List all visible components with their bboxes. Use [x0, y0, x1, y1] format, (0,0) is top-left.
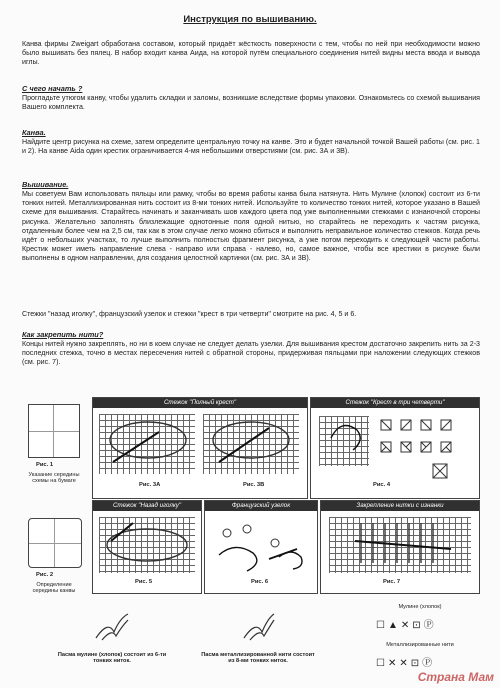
- watermark-logo: Страна Мам: [417, 670, 494, 684]
- section-heading-fixing: Как закрепить нити?: [22, 330, 104, 339]
- section-heading-canvas: Канва.: [22, 128, 46, 137]
- figure-7-label: Рис. 7: [383, 579, 401, 585]
- metal-care-label: Металлизированные нити: [386, 642, 454, 648]
- metal-skein-icon: [238, 610, 278, 644]
- panel-fixing: [320, 500, 480, 594]
- panel-full-cross: [92, 397, 308, 499]
- section-heading-embroidery: Вышивание.: [22, 180, 69, 189]
- metal-care-icons: ☐✕✕⊡Ⓟ: [376, 658, 436, 669]
- figure-2: [28, 518, 82, 568]
- panel-fixing-header: Закрепление нитки с изнанки: [321, 501, 479, 511]
- panel-back-stitch-header: Стежок "Назад иголку": [93, 501, 201, 511]
- figure-1-label: Рис. 1: [36, 462, 54, 468]
- figure-1-caption: Указание середины схемы на бумаге: [28, 472, 80, 484]
- panel-french-knot: [204, 500, 318, 594]
- panel-back-stitch: [92, 500, 202, 594]
- section-heading-start: С чего начать ?: [22, 84, 83, 93]
- figure-4-label: Рис. 4: [373, 482, 391, 488]
- figure-1: [28, 404, 80, 458]
- figure-3a-label: Рис. 3А: [139, 482, 161, 488]
- cotton-care-label: Мулине (хлопок): [398, 604, 442, 610]
- figure-2-caption: Определение середины канвы: [32, 582, 76, 594]
- needle-drawing: [93, 398, 307, 498]
- cotton-care-icons: ☐▲✕⊡Ⓟ: [376, 620, 437, 631]
- cotton-skein-icon: [92, 610, 132, 644]
- intro-paragraph: Канва фирмы Zweigart обработана составом, который придаёт жёсткость поверхности с тем, чтобы по ней при необходимости можно было вышивать без пялец. В набор входит канва Аида, на которой путём специального соединения нитей видны места ввода и вывода иглы.: [22, 40, 480, 67]
- cross-symbols: [311, 398, 479, 498]
- section-text-canvas: Найдите центр рисунка на схеме, затем определите центральную точку на канве. Это и будет начальной точкой Вашей работы (см. рис. 1 и 2). На канве Aida один крестик ограничивается 4-мя небольшими отверстиями (см. рис. 3А и 3В).: [22, 138, 480, 156]
- page-title: Инструкция по вышиванию.: [183, 14, 317, 25]
- figure-2-label: Рис. 2: [36, 572, 54, 578]
- panel-french-knot-header: Французский узелок: [205, 501, 317, 511]
- section-text-embroidery: Мы советуем Вам использовать пяльцы или рамку, чтобы во время работы канва была натянута. Нить Мулине (хлопок) состоит из 6-ти тонких нитей. Металлизированная нить состоит из 8-ми тонких нитей. Используйте то количество тонких нитей, которое указано в Вашей схеме для вышивания. Старайтесь начинать и заканчивать шов каждого цвета под уже выполненными стежками с изнаночной стороны рисунка. Желательно заполнять близлежащие однотонные поля одной нитью, но старайтесь не переходить к частям рисунка, отдаленным более чем на 2,5 см, так как в этом случае легко можно сбиться и выполнить неправильное количество стежков. Когда речь идёт о небольших участках, то лучше выполнить полностью фрагмент рисунка, а уже потом переходить к следующей части работы. Крестик может иметь направление слева - направо или справа - налево, но, самое важное, чтобы все крестики в рисунке были выполнены в одном направлении, для создания целостной картинки (см. рис. 3А и 3В).: [22, 190, 480, 263]
- panel-three-quarter: [310, 397, 480, 499]
- section-text-start: Прогладьте утюгом канву, чтобы удалить складки и заломы, возникшие вследствие формы упаковки. Ознакомьтесь со схемой вышивания Вашего комплекта.: [22, 94, 480, 112]
- figure-5-label: Рис. 5: [135, 579, 153, 585]
- figure-6-label: Рис. 6: [251, 579, 269, 585]
- figure-3b-label: Рис. 3В: [243, 482, 265, 488]
- panel-full-cross-header: Стежок "Полный крест": [93, 398, 307, 408]
- section-text-fixing: Концы нитей нужно закреплять, но ни в коем случае не следует делать узелки. Для вышивания крестом достаточно закрепить нить за 2-3 последних стежка, точно в местах пересечения нитей с обратной стороны, придерживая пяльцами при наложении следующих стежков (см. рис. 7).: [22, 340, 480, 367]
- section-text-stitches: Стежки "назад иголку", французский узелок и стежки "крест в три четверти" смотрите на рис. 4, 5 и 6.: [22, 310, 357, 318]
- panel-three-quarter-header: Стежок "Крест в три четверти": [311, 398, 479, 408]
- metal-skein-caption: Пасма металлизированной нити состоит из 8-ми тонких ниток.: [201, 652, 315, 664]
- cotton-skein-caption: Пасма мулине (хлопок) состоит из 6-ти тонких ниток.: [57, 652, 167, 664]
